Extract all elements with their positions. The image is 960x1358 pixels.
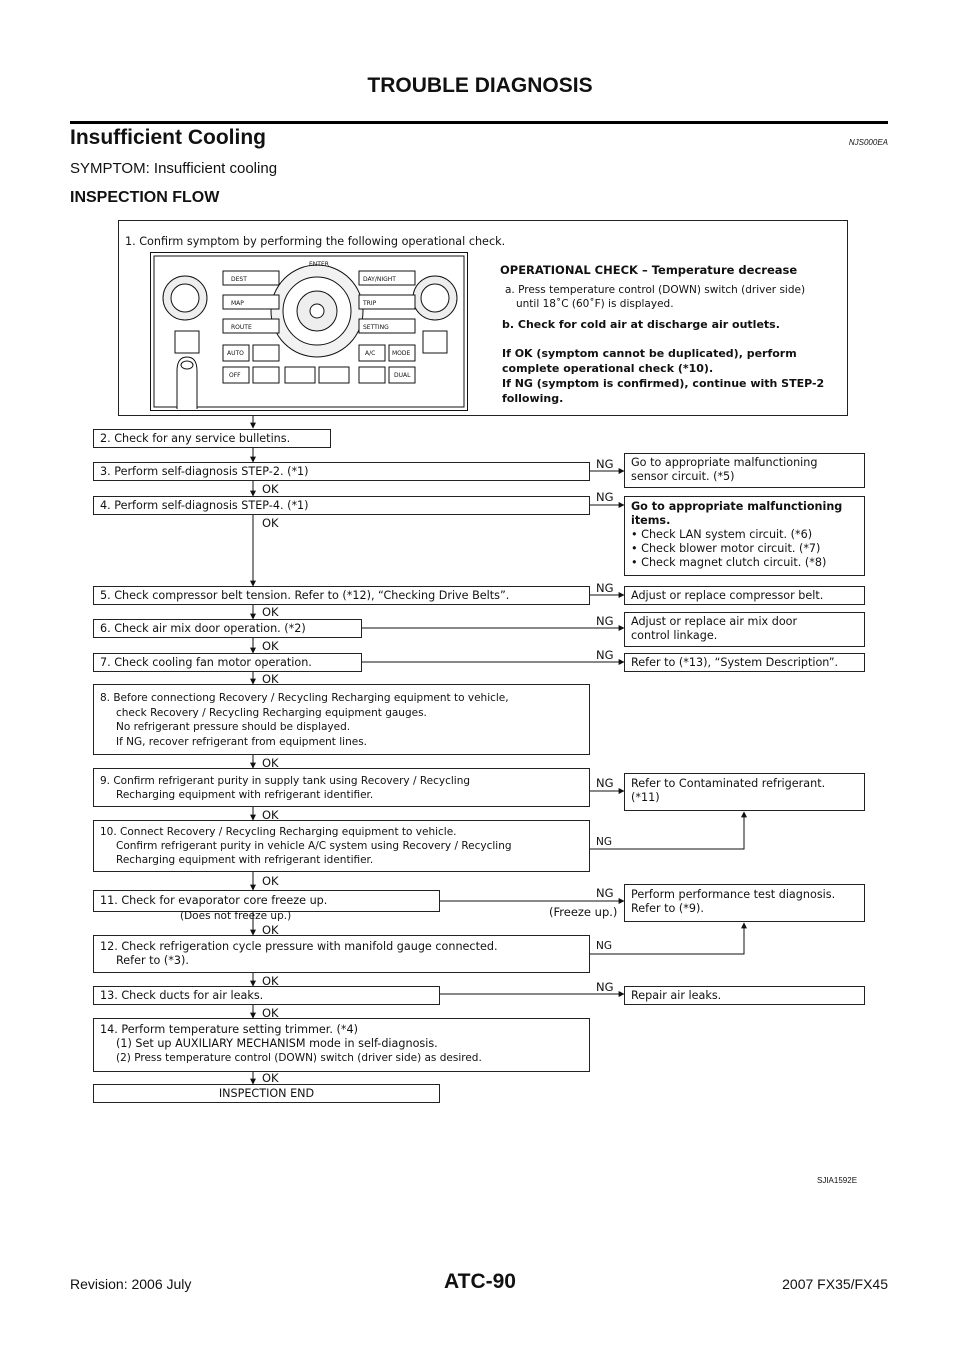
footer-revision: Revision: 2006 July [70, 1276, 192, 1292]
ng-label: NG [596, 614, 614, 628]
result-13-text: Repair air leaks. [631, 989, 722, 1002]
result-6-line-2: control linkage. [631, 629, 718, 642]
ok-label: OK [262, 874, 279, 888]
freeze-up-label: (Freeze up.) [549, 905, 618, 919]
step-13-text: 13. Check ducts for air leaks. [100, 989, 264, 1002]
ok-label: OK [262, 672, 279, 686]
inspection-flow-heading: INSPECTION FLOW [70, 189, 220, 206]
step-9-box [93, 768, 590, 807]
ok-label: OK [262, 639, 279, 653]
result-9-line-1: Refer to Contaminated refrigerant. [631, 777, 826, 790]
result-6-line-1: Adjust or replace air mix door [631, 615, 798, 628]
result-11-line-2: Refer to (*9). [631, 902, 704, 915]
ok-label: OK [262, 1071, 279, 1085]
result-9-line-2: (*11) [631, 791, 660, 804]
step-6-text: 6. Check air mix door operation. (*2) [100, 622, 306, 635]
result-3-line-2: sensor circuit. (*5) [631, 470, 735, 483]
step-4-box [93, 496, 590, 515]
step-5-text: 5. Check compressor belt tension. Refer to (*12), “Checking Drive Belts”. [100, 589, 510, 602]
result-9-box [624, 773, 865, 811]
operational-check-ok-line2: complete operational check (*10). [502, 362, 714, 375]
footer-model: 2007 FX35/FX45 [782, 1276, 888, 1292]
step-7-box [93, 653, 362, 672]
ok-label: OK [262, 974, 279, 988]
result-13-box [624, 986, 865, 1005]
step-8-line-1: 8. Before connectiong Recovery / Recycling Recharging equipment to vehicle, [100, 692, 509, 704]
step-14-line-2: (1) Set up AUXILIARY MECHANISM mode in self-diagnosis. [116, 1037, 438, 1050]
step-2-text: 2. Check for any service bulletins. [100, 432, 291, 445]
step-9-line-1: 9. Confirm refrigerant purity in supply tank using Recovery / Recycling [100, 775, 471, 787]
inspection-end-box [93, 1084, 440, 1103]
step-11-box [93, 890, 440, 912]
panel-label-setting: SETTING [363, 324, 389, 331]
ng-label: NG [596, 940, 612, 952]
panel-label-route: ROUTE [231, 324, 252, 331]
step-8-line-3: No refrigerant pressure should be displayed. [116, 721, 351, 733]
ng-label: NG [596, 980, 614, 994]
step-8-box [93, 684, 590, 755]
operational-check-ng-line1: If NG (symptom is confirmed), continue with STEP-2 [502, 377, 825, 390]
ok-label: OK [262, 482, 279, 496]
operational-check-ng-line2: following. [502, 392, 564, 405]
inspection-end-text: INSPECTION END [218, 1087, 315, 1100]
result-4-line-3: • Check LAN system circuit. (*6) [631, 528, 813, 541]
result-5-text: Adjust or replace compressor belt. [631, 589, 824, 602]
result-7-text: Refer to (*13), “System Description”. [631, 656, 839, 669]
result-4-line-4: • Check blower motor circuit. (*7) [631, 542, 821, 555]
operational-check-b: b. Check for cold air at discharge air outlets. [502, 318, 780, 331]
step-10-line-1: 10. Connect Recovery / Recycling Recharging equipment to vehicle. [100, 826, 457, 838]
figure-code: SJIA1592E [817, 1176, 858, 1185]
step-4-text: 4. Perform self-diagnosis STEP-4. (*1) [100, 499, 309, 512]
step-10-line-2: Confirm refrigerant purity in vehicle A/C system using Recovery / Recycling [116, 840, 512, 852]
step-12-line-2: Refer to (*3). [116, 954, 189, 967]
result-3-line-1: Go to appropriate malfunctioning [631, 456, 818, 469]
step-14-line-1: 14. Perform temperature setting trimmer. (*4) [100, 1023, 358, 1036]
ng-label: NG [596, 648, 614, 662]
footer-page-number: ATC-90 [444, 1270, 516, 1293]
step-3-box [93, 462, 590, 481]
step-12-line-1: 12. Check refrigeration cycle pressure with manifold gauge connected. [100, 940, 498, 953]
step-7-text: 7. Check cooling fan motor operation. [100, 656, 312, 669]
panel-label-dual: DUAL [394, 372, 411, 379]
panel-label-auto: AUTO [227, 350, 244, 357]
panel-label-off: OFF [229, 372, 241, 379]
result-5-box [624, 586, 865, 605]
step-2-box [93, 429, 331, 448]
result-4-line-1: Go to appropriate malfunctioning [631, 500, 843, 513]
ok-label: OK [262, 516, 279, 530]
operational-check-a2: until 18˚C (60˚F) is displayed. [516, 298, 674, 310]
climate-control-panel-illustration [150, 252, 468, 411]
step-8-line-4: If NG, recover refrigerant from equipment lines. [116, 735, 368, 748]
symptom-text: SYMPTOM: Insufficient cooling [70, 160, 278, 177]
panel-label-map: MAP [231, 300, 244, 307]
step-1-label: 1. Confirm symptom by performing the following operational check. [125, 235, 506, 248]
panel-label-daynight: DAY/NIGHT [363, 276, 396, 283]
step-14-line-3: (2) Press temperature control (DOWN) switch (driver side) as desired. [116, 1052, 482, 1064]
result-4-line-2: items. [631, 514, 671, 527]
panel-label-enter: ENTER [309, 261, 329, 268]
ok-label: OK [262, 605, 279, 619]
panel-drawing [151, 253, 467, 410]
panel-label-trip: TRIP [363, 300, 377, 307]
result-4-line-5: • Check magnet clutch circuit. (*8) [631, 556, 827, 569]
step-14-box [93, 1018, 590, 1072]
result-11-box [624, 884, 865, 922]
step-11-text: 11. Check for evaporator core freeze up. [100, 894, 328, 907]
section-title: Insufficient Cooling [70, 126, 266, 149]
step-6-box [93, 619, 362, 638]
page-header-title: TROUBLE DIAGNOSIS [367, 74, 593, 97]
result-7-box [624, 653, 865, 672]
ok-label: OK [262, 756, 279, 770]
step-8-line-2: check Recovery / Recycling Recharging equipment gauges. [116, 706, 427, 719]
step-5-box [93, 586, 590, 605]
ng-label: NG [596, 457, 614, 471]
step-3-text: 3. Perform self-diagnosis STEP-2. (*1) [100, 465, 309, 478]
operational-check-ok-line1: If OK (symptom cannot be duplicated), perform [502, 347, 797, 360]
ng-label: NG [596, 836, 612, 848]
ng-label: NG [596, 776, 614, 790]
ng-label: NG [596, 886, 614, 900]
panel-label-ac: A/C [365, 350, 376, 357]
operational-check-title: OPERATIONAL CHECK – Temperature decrease [500, 263, 798, 277]
step-10-line-3: Recharging equipment with refrigerant identifier. [116, 854, 374, 866]
panel-label-dest: DEST [231, 276, 247, 283]
ok-label: OK [262, 923, 279, 937]
operational-check-a1: a. Press temperature control (DOWN) switch (driver side) [505, 284, 806, 296]
ok-label: OK [262, 808, 279, 822]
panel-label-mode: MODE [392, 350, 411, 357]
result-11-line-1: Perform performance test diagnosis. [631, 888, 836, 901]
ok-label: OK [262, 1006, 279, 1020]
result-3-box [624, 453, 865, 488]
step-10-box [93, 820, 590, 872]
ng-label: NG [596, 581, 614, 595]
step-13-box [93, 986, 440, 1005]
step-12-box [93, 935, 590, 973]
does-not-freeze-label: (Does not freeze up.) [180, 910, 292, 922]
result-6-box [624, 612, 865, 647]
section-code: NJS000EA [848, 138, 888, 147]
result-4-box [624, 496, 865, 576]
step-9-line-2: Recharging equipment with refrigerant identifier. [116, 789, 374, 801]
ng-label: NG [596, 490, 614, 504]
